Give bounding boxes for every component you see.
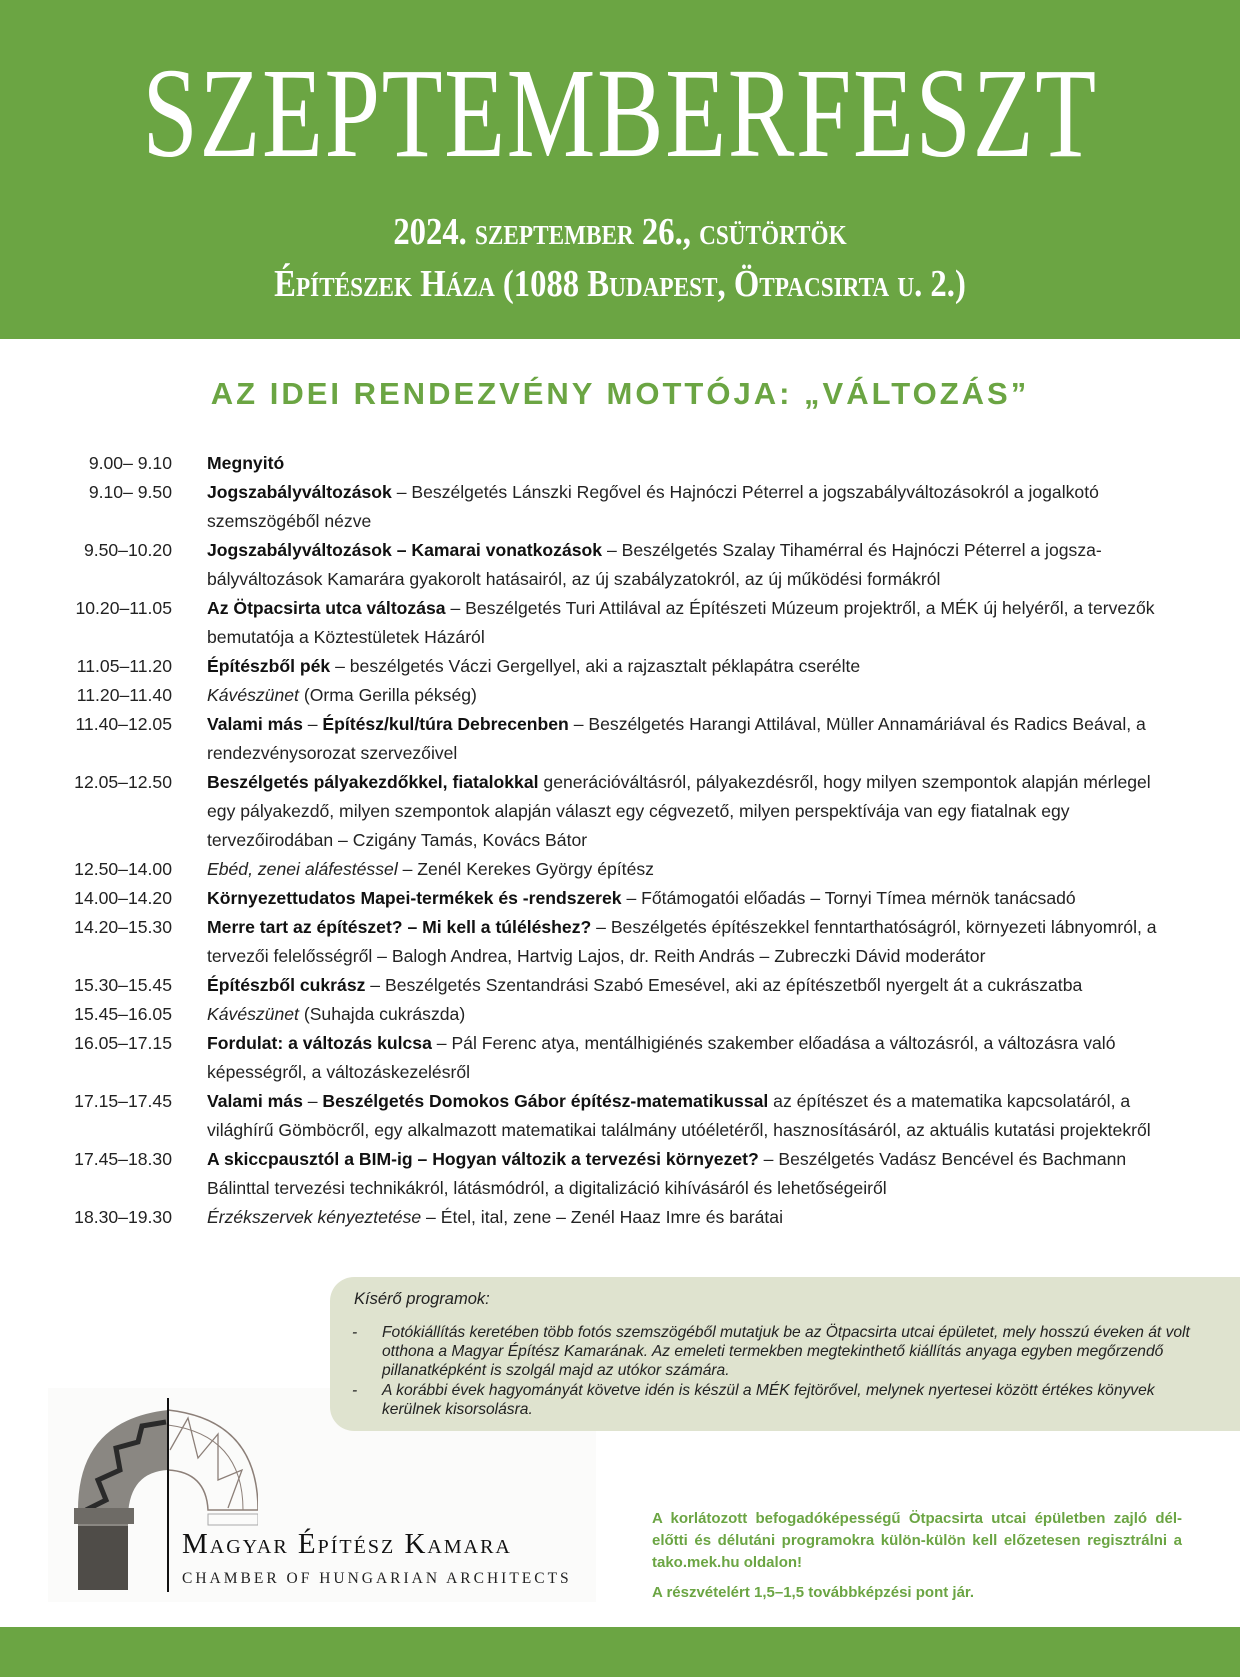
- schedule-description: [207, 536, 1183, 594]
- arch-logo-icon: [58, 1390, 258, 1600]
- schedule-time: 9.00– 9.10: [88, 453, 172, 473]
- side-program-item: [352, 1323, 1212, 1380]
- session-title: Beszélgetés pályakezdőkkel, fiatalokkal: [207, 772, 539, 792]
- schedule-time: 17.15–17.45: [74, 1091, 172, 1111]
- schedule-time: 9.10– 9.50: [88, 482, 172, 502]
- session-details: – Beszélgetés építészekkel fenntarthatóságról, környezeti lábnyomról, a tervezői felelősségről – Balogh Andrea, Hartvig Lajos, dr. Reith András – Zubreczki Dávid moderátor: [207, 917, 1157, 966]
- schedule-description: [207, 1000, 1183, 1029]
- schedule-time: 10.20–11.05: [75, 598, 172, 618]
- schedule-row: [0, 884, 1240, 913]
- event-title: SZEPTEMBERFESZT: [142, 42, 1098, 184]
- schedule-row: [0, 1087, 1240, 1145]
- session-title: Valami más: [207, 1091, 303, 1111]
- side-program-text: Fotókiállítás keretében több fotós szemszögéből mutatjuk be az Ötpacsirta utcai épületet, mely hosszú éveken át volt otthona a Magyar Építész Kamarának. Az emeleti termekben megtekinthető kiállítás anyaga egyben megőrzendő pillanatképként is szolgál majd az utókor számára.: [382, 1324, 1190, 1379]
- session-details: – Zenél Kerekes György építész: [397, 859, 654, 879]
- schedule-time: 15.30–15.45: [74, 975, 172, 995]
- schedule-time: 16.05–17.15: [74, 1033, 172, 1053]
- schedule-description: [207, 855, 1183, 884]
- break-label: Kávészünet: [207, 1004, 299, 1024]
- session-title: Merre tart az építészet? – Mi kell a túléléshez?: [207, 917, 592, 937]
- schedule-time: 17.45–18.30: [74, 1149, 172, 1169]
- credit-points-notice: A részvételért 1,5–1,5 továbbképzési pont jár.: [652, 1584, 975, 1601]
- session-details: – Főtámogatói előadás – Tornyi Tímea mérnök tanácsadó: [621, 888, 1076, 908]
- side-programs-title: Kísérő programok:: [354, 1290, 490, 1308]
- schedule-time: 12.50–14.00: [74, 859, 172, 879]
- event-venue: Építészek Háza (1088 Budapest, Ötpacsirta u. 2.): [274, 263, 966, 305]
- session-title: Környezettudatos Mapei-termékek és -rendszerek: [207, 888, 622, 908]
- schedule-row: [0, 768, 1240, 855]
- session-details: – Beszélgetés Szentandrási Szabó Emesével, aki az építészetből nyergelt át a cukrászatba: [365, 975, 1083, 995]
- side-programs-box: [330, 1277, 1240, 1431]
- schedule-row: [0, 681, 1240, 710]
- schedule-description: [207, 710, 1183, 768]
- schedule-description: [207, 1145, 1183, 1203]
- session-details: – Beszélgetés Lánszki Regővel és Hajnóczi Péterrel a jogszabályváltozásokról a jogalkotó szemszögéből nézve: [207, 482, 1099, 531]
- schedule-row: [0, 536, 1240, 594]
- session-details: – Étel, ital, zene – Zenél Haaz Imre és barátai: [421, 1207, 783, 1227]
- session-title: A skiccpausztól a BIM-ig – Hogyan változik a tervezési környezet?: [207, 1149, 759, 1169]
- schedule-list: [0, 449, 1240, 1232]
- session-title: Jogszabályváltozások: [207, 482, 392, 502]
- break-label: Kávészünet: [207, 685, 299, 705]
- header-banner: [0, 0, 1240, 339]
- schedule-time: 11.20–11.40: [76, 685, 172, 705]
- schedule-description: [207, 449, 1183, 478]
- session-details: (Orma Gerilla pékség): [298, 685, 477, 705]
- schedule-time: 12.05–12.50: [74, 772, 172, 792]
- session-details: – Beszélgetés Turi Attilával az Építészeti Múzeum projektről, a MÉK új helyéről, a tervezők bemutatója a Köztestületek Házáról: [207, 598, 1155, 647]
- chamber-subtitle: CHAMBER OF HUNGARIAN ARCHITECTS: [182, 1570, 572, 1587]
- session-title: Építészből cukrász: [207, 975, 366, 995]
- schedule-row: [0, 971, 1240, 1000]
- schedule-description: [207, 768, 1183, 855]
- side-program-text: A korábbi évek hagyományát követve idén is készül a MÉK fejtörővel, melynek nyertesei között értékes könyvek kerülnek kisorsolásra.: [382, 1382, 1155, 1418]
- schedule-description: [207, 913, 1183, 971]
- schedule-time: 14.00–14.20: [74, 888, 172, 908]
- session-title: Az Ötpacsirta utca változása: [207, 598, 446, 618]
- schedule-description: [207, 478, 1183, 536]
- schedule-description: [207, 652, 1183, 681]
- schedule-row: [0, 1029, 1240, 1087]
- session-details: (Suhajda cukrászda): [298, 1004, 466, 1024]
- schedule-row: [0, 855, 1240, 884]
- session-details: – Beszélgetés Szalay Tihamérral és Hajnóczi Péterrel a jogszabályváltozások Kamarára gyakorolt hatásairól, az új szabályzatokról, az új működési formákról: [207, 540, 1102, 589]
- event-date: 2024. szeptember 26., csütörtök: [393, 211, 847, 253]
- session-details: – Pál Ferenc atya, mentálhigiénés szakember előadása a változásról, a változásra való képességről, a változáskezelésről: [207, 1033, 1116, 1082]
- session-details: –: [302, 1091, 323, 1111]
- session-title: Megnyitó: [207, 453, 285, 473]
- schedule-description: [207, 884, 1183, 913]
- break-label: Ebéd, zenei aláfestéssel: [207, 859, 398, 879]
- session-title: Fordulat: a változás kulcsa: [207, 1033, 432, 1053]
- schedule-row: [0, 594, 1240, 652]
- registration-notice: A korlátozott befogadóképességű Ötpacsirta utcai épületben zajló délelőtti és délutáni programokra külön-külön kell előzetesen regisztrálni a tako.mek.hu oldalon!: [652, 1510, 1182, 1571]
- bullet-dash: -: [352, 1382, 358, 1399]
- session-details: –: [302, 714, 323, 734]
- chamber-name: Magyar Építész Kamara: [182, 1528, 512, 1560]
- session-details: generációváltásról, pályakezdésről, hogy milyen szempontok alapján mérlegel egy pályakezdő, milyen szempontok alapján választ egy cégvezető, milyen perspektívája van egy fiatalnak egy tervezőirodában – Czigány Tamás, Kovács Bátor: [207, 772, 1151, 850]
- schedule-row: [0, 478, 1240, 536]
- schedule-description: [207, 681, 1183, 710]
- break-label: Érzékszervek kényeztetése: [207, 1207, 422, 1227]
- session-details: – beszélgetés Váczi Gergellyel, aki a rajzasztalt péklapátra cserélte: [330, 656, 861, 676]
- schedule-row: [0, 913, 1240, 971]
- session-title: Jogszabályváltozások – Kamarai vonatkozások: [207, 540, 603, 560]
- schedule-row: [0, 1145, 1240, 1203]
- schedule-row: [0, 710, 1240, 768]
- session-details: – Beszélgetés Harangi Attilával, Müller Annamáriával és Radics Beával, a rendezvénysorozat szervezőivel: [207, 714, 1146, 763]
- side-programs-list: [352, 1323, 1212, 1420]
- session-title: Építészből pék: [207, 656, 331, 676]
- schedule-time: 9.50–10.20: [83, 540, 172, 560]
- schedule-row: [0, 1000, 1240, 1029]
- session-details: – Beszélgetés Vadász Bencével és Bachmann Bálinttal tervezési technikákról, látásmódról, a digitalizáció kihívásáról és lehetőségeiről: [207, 1149, 1127, 1198]
- side-program-item: [352, 1381, 1212, 1419]
- schedule-time: 11.05–11.20: [76, 656, 172, 676]
- bullet-dash: -: [352, 1324, 358, 1341]
- schedule-time: 15.45–16.05: [74, 1004, 172, 1024]
- footer-bar: [0, 1627, 1240, 1677]
- schedule-time: 14.20–15.30: [74, 917, 172, 937]
- session-title: Valami más: [207, 714, 303, 734]
- schedule-description: [207, 1087, 1183, 1145]
- schedule-description: [207, 1029, 1183, 1087]
- session-title: Építész/kul/túra Debrecenben: [322, 714, 569, 734]
- session-details: az építészet és a matematika kapcsolatáról, a világhírű Gömböcről, egy alkalmazott matematikai találmány utóéletéről, hasznosításáról, az aktuális kutatási projektekről: [207, 1091, 1151, 1140]
- session-title: Beszélgetés Domokos Gábor építész-matematikussal: [322, 1091, 769, 1111]
- schedule-description: [207, 594, 1183, 652]
- schedule-time: 18.30–19.30: [74, 1207, 172, 1227]
- schedule-row: [0, 652, 1240, 681]
- schedule-row: [0, 449, 1240, 478]
- schedule-description: [207, 1203, 1183, 1232]
- motto-heading: AZ IDEI RENDEZVÉNY MOTTÓJA: „VÁLTOZÁS”: [210, 376, 1030, 411]
- schedule-row: [0, 1203, 1240, 1232]
- schedule-description: [207, 971, 1183, 1000]
- schedule-time: 11.40–12.05: [75, 714, 172, 734]
